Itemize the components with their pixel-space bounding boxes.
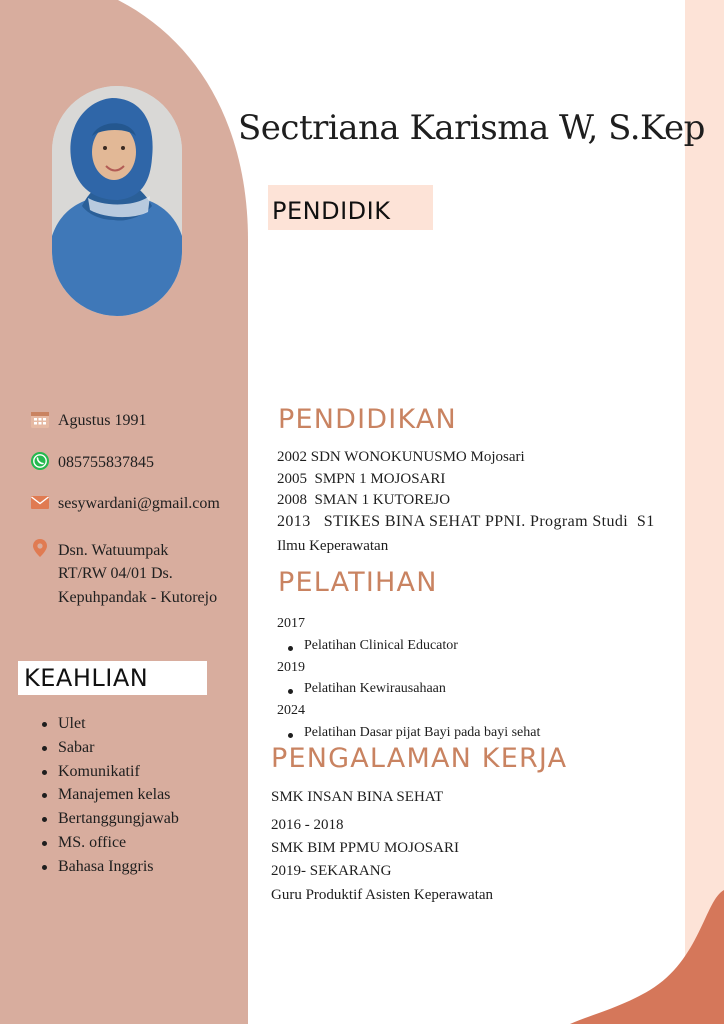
experience-line: SMK INSAN BINA SEHAT [271, 789, 444, 805]
training-year: 2019 [277, 660, 305, 675]
training-item: Pelatihan Kewirausahaan [288, 681, 446, 697]
education-line: 2008 SMAN 1 KUTOREJO [277, 492, 451, 508]
experience-line: 2019- SEKARANG [271, 863, 392, 879]
experience-line: 2016 - 2018 [271, 817, 344, 833]
experience-line: Guru Produktif Asisten Keperawatan [271, 887, 494, 903]
education-line: 2005 SMPN 1 MOJOSARI [277, 471, 446, 487]
experience-line: SMK BIM PPMU MOJOSARI [271, 840, 459, 856]
training-year: 2024 [277, 703, 305, 718]
skill-item: Bertanggungjawab [40, 807, 179, 831]
training-title: PELATIHAN [278, 567, 438, 598]
address-line-2: RT/RW 04/01 Ds. [58, 565, 173, 582]
skill-item: Bahasa Inggris [40, 855, 179, 879]
profile-photo [52, 86, 182, 316]
role-title: PENDIDIK [272, 197, 391, 225]
calendar-icon [30, 409, 50, 429]
birth-text: Agustus 1991 [58, 412, 147, 429]
training-year: 2017 [277, 616, 305, 631]
skill-item: MS. office [40, 831, 179, 855]
training-item: Pelatihan Dasar pijat Bayi pada bayi sehat [288, 725, 540, 741]
skill-item: Ulet [40, 712, 179, 736]
address-line-1: Dsn. Watuumpak [58, 542, 169, 559]
education-line: 2002 SDN WONOKUNUSMO Mojosari [277, 449, 525, 465]
skills-list [40, 712, 179, 879]
skill-item: Komunikatif [40, 760, 179, 784]
education-line: 2013 STIKES BINA SEHAT PPNI. Program Studi S1 [277, 513, 655, 530]
skill-item: Sabar [40, 736, 179, 760]
location-pin-icon [30, 538, 50, 558]
phone-text[interactable]: 085755837845 [58, 454, 154, 471]
skill-item: Manajemen kelas [40, 783, 179, 807]
address-line-3: Kepuhpandak - Kutorejo [58, 589, 218, 606]
experience-title: PENGALAMAN KERJA [271, 743, 568, 774]
email-text[interactable]: sesywardani@gmail.com [58, 495, 220, 512]
skills-title: KEAHLIAN [24, 664, 149, 692]
right-peach-strip [685, 0, 724, 1024]
email-icon [30, 492, 50, 512]
full-name: Sectriana Karisma W, S.Kep [238, 108, 705, 148]
whatsapp-icon [30, 451, 50, 471]
training-item: Pelatihan Clinical Educator [288, 638, 458, 654]
education-line: Ilmu Keperawatan [277, 538, 389, 554]
profile-photo-illustration [52, 86, 182, 316]
education-title: PENDIDIKAN [278, 404, 457, 435]
